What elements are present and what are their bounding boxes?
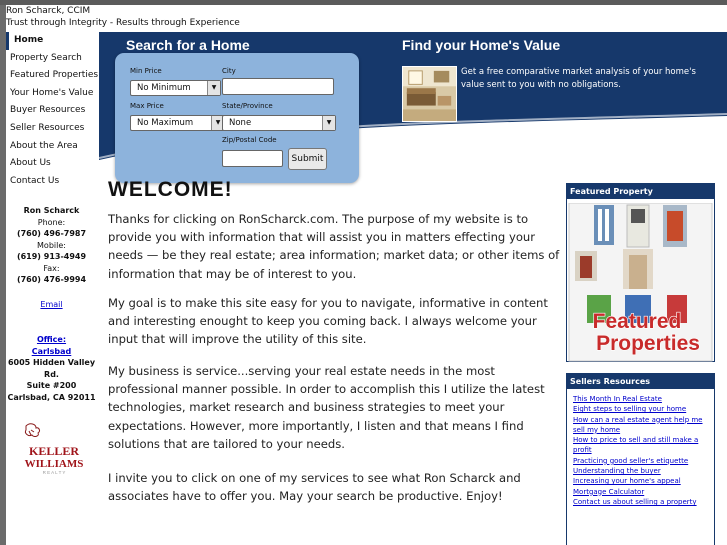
- site-header: [6, 5, 240, 29]
- main-nav: [6, 32, 101, 190]
- office-name-link[interactable]: Carlsbad: [31, 346, 72, 356]
- agent-contact: [4, 205, 99, 403]
- sellers-link[interactable]: This Month In Real Estate: [573, 395, 662, 403]
- home-value-description: Get a free comparative market analysis of your home's value sent to you with no obligations.: [461, 67, 696, 90]
- intro-paragraph-2: My goal is to make this site easy for you to navigate, informative in content and interesting enought to keep you coming back. I always welcome your input that will improve the utility of this site.: [108, 296, 548, 347]
- nav-about-area[interactable]: About the Area: [10, 140, 78, 151]
- email-link[interactable]: Email: [40, 299, 63, 309]
- min-price-label: Min Price: [130, 67, 162, 75]
- sellers-resources-box: [566, 373, 715, 545]
- intro-paragraph-1: Thanks for clicking on RonScharck.com. The purpose of my website is to provide you with information that will assist you in matters effecting your needs — be they real estate; area information; market data; or other items of information that may be of interest to you.: [108, 212, 560, 281]
- chevron-down-icon: ▼: [211, 116, 224, 130]
- sellers-resources-header: Sellers Resources: [567, 374, 714, 389]
- nav-about-us[interactable]: About Us: [10, 158, 51, 169]
- fax-number: (760) 476-9994: [16, 275, 87, 284]
- sellers-link[interactable]: How can a real estate agent help me sell my home: [573, 415, 703, 434]
- nav-contact-us[interactable]: Contact Us: [10, 175, 60, 186]
- max-price-select[interactable]: [130, 115, 225, 131]
- state-select[interactable]: [222, 115, 336, 131]
- nav-featured-properties[interactable]: Featured Properties: [10, 70, 99, 81]
- phone-label: Phone:: [37, 217, 66, 227]
- sellers-resources-list: [567, 389, 714, 507]
- keller-williams-logo: [14, 422, 98, 474]
- sellers-link[interactable]: Practicing good seller's etiquette: [573, 456, 689, 465]
- max-price-label: Max Price: [130, 102, 164, 110]
- svg-text:R E A L T Y: R E A L T Y: [42, 470, 66, 474]
- sellers-link[interactable]: Contact us about selling a property: [573, 497, 697, 506]
- city-input[interactable]: [222, 78, 334, 95]
- nav-seller-resources[interactable]: Seller Resources: [10, 122, 85, 133]
- sellers-link[interactable]: How to price to sell and still make a profit: [573, 436, 699, 455]
- chevron-down-icon: ▼: [207, 81, 220, 95]
- site-tagline: Trust through Integrity - Results through Experience: [6, 18, 240, 28]
- nav-property-search[interactable]: Property Search: [10, 52, 82, 63]
- zip-input[interactable]: [222, 150, 283, 167]
- featured-image-text-2: Properties: [596, 332, 700, 355]
- chevron-down-icon: ▼: [322, 116, 335, 130]
- office-address-line2: Suite #200: [26, 381, 77, 390]
- sellers-link[interactable]: Mortgage Calculator: [573, 487, 645, 496]
- office-address-line1: 6005 Hidden Valley Rd.: [7, 358, 96, 379]
- featured-property-box: [566, 183, 715, 362]
- submit-button[interactable]: Submit: [288, 148, 327, 170]
- min-price-value: No Minimum: [137, 83, 191, 93]
- sellers-link[interactable]: Understanding the buyer: [573, 467, 661, 476]
- phone-number: (760) 496-7987: [16, 229, 87, 238]
- zip-label: Zip/Postal Code: [222, 136, 277, 144]
- svg-text:WILLIAMS: WILLIAMS: [24, 458, 84, 470]
- state-label: State/Province: [222, 102, 273, 110]
- living-room-thumbnail[interactable]: [402, 66, 457, 122]
- svg-text:KELLER: KELLER: [28, 444, 80, 458]
- sellers-link[interactable]: Eight steps to selling your home: [573, 405, 687, 414]
- sellers-link[interactable]: Increasing your home's appeal: [573, 477, 681, 486]
- city-label: City: [222, 67, 236, 75]
- mobile-number: (619) 913-4949: [16, 252, 87, 261]
- home-search-form: [115, 53, 359, 183]
- search-title: Search for a Home: [126, 37, 250, 53]
- max-price-value: No Maximum: [137, 118, 194, 128]
- mobile-label: Mobile:: [37, 240, 66, 250]
- agent-name: Ron Scharck: [23, 206, 80, 215]
- intro-paragraph-3: My business is service...serving your real estate needs in the most professional manner possible. In order to accomplish this I utilize the latest technologies, market research and business strategies to meet your expectations. However, more importantly, I listen and that means I find solutions that are tailored to your needs.: [108, 364, 545, 451]
- featured-properties-image[interactable]: [567, 203, 714, 363]
- office-label-link[interactable]: Office:: [36, 335, 67, 344]
- featured-property-header: Featured Property: [567, 184, 714, 199]
- welcome-heading: WELCOME!: [108, 178, 233, 201]
- fax-label: Fax:: [43, 263, 60, 273]
- featured-image-text-1: Featured: [592, 310, 682, 333]
- nav-home[interactable]: Home: [6, 32, 101, 50]
- home-value-title: Find your Home's Value: [402, 37, 561, 53]
- site-owner-name: Ron Scharck, CCIM: [6, 6, 91, 16]
- office-address-line3: Carlsbad, CA 92011: [7, 392, 96, 402]
- nav-buyer-resources[interactable]: Buyer Resources: [10, 105, 86, 116]
- intro-paragraph-4: I invite you to click on one of my services to see what Ron Scharck and associates have to offer you. May your search be productive. Enjoy!: [108, 471, 521, 504]
- state-value: None: [229, 118, 252, 128]
- nav-home-value[interactable]: Your Home's Value: [10, 87, 94, 98]
- min-price-select[interactable]: [130, 80, 221, 96]
